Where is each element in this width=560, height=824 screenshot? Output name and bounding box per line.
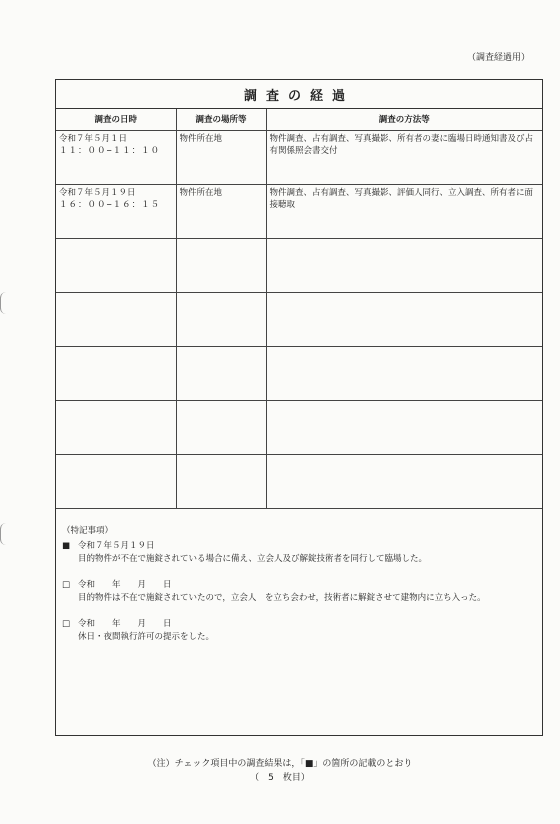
- row-time: １１：００−１１：１０: [59, 146, 161, 156]
- cell-datetime: [56, 401, 176, 455]
- note-date: 令和７年５月１９日: [78, 541, 155, 551]
- table-row: [56, 131, 542, 185]
- header-method: 調査の方法等: [266, 109, 542, 131]
- cell-method: [266, 455, 542, 509]
- corner-label: （調査経過用）: [466, 53, 530, 63]
- investigation-table: [56, 109, 542, 509]
- note-item: [62, 618, 536, 644]
- cell-datetime: [56, 131, 176, 185]
- page-number: （ 5 枚目）: [250, 773, 310, 783]
- cell-place: [176, 239, 266, 293]
- checked-box-icon[interactable]: ■: [62, 541, 71, 551]
- scan-mark-bottom: [0, 523, 9, 545]
- note-text: 目的物件は不在で施錠されていたので，立会人 を立ち会わせ，技術者に解錠させて建物内に立ち入った。: [78, 593, 486, 603]
- cell-place: [176, 347, 266, 401]
- cell-method: [266, 401, 542, 455]
- cell-datetime: [56, 455, 176, 509]
- table-row: [56, 401, 542, 455]
- note-text: 目的物件が不在で施錠されている場合に備え、立会人及び解錠技術者を同行して臨場した。: [78, 554, 428, 564]
- cell-place: 物件所在地: [176, 185, 266, 239]
- header-place: 調査の場所等: [176, 109, 266, 131]
- note-text: 休日・夜間執行許可の提示をした。: [78, 632, 215, 642]
- cell-method: [266, 347, 542, 401]
- header-datetime: 調査の日時: [56, 109, 176, 131]
- cell-datetime: [56, 347, 176, 401]
- table-header-row: [56, 109, 542, 131]
- cell-place: 物件所在地: [176, 131, 266, 185]
- cell-place: [176, 401, 266, 455]
- row-date: 令和７年５月１日: [59, 134, 128, 144]
- table-row: [56, 455, 542, 509]
- special-notes: [56, 509, 542, 644]
- row-time: １６：００−１６：１５: [59, 200, 161, 210]
- cell-place: [176, 455, 266, 509]
- footer-note: （注）チェック項目中の調査結果は，「■」の箇所の記載のとおり: [147, 759, 413, 769]
- table-row: [56, 293, 542, 347]
- table-row: [56, 347, 542, 401]
- form-frame: [55, 79, 543, 736]
- cell-place: [176, 293, 266, 347]
- form-title: 調査の経過: [56, 80, 542, 109]
- scan-mark-top: [0, 292, 9, 314]
- note-item: [62, 579, 536, 605]
- note-date: 令和 年 月 日: [78, 619, 172, 629]
- footer: [0, 757, 560, 785]
- notes-heading: （特記事項）: [62, 526, 114, 536]
- cell-method: [266, 239, 542, 293]
- cell-method: 物件調査、占有調査、写真撮影、所有者の妻に臨場日時通知書及び占有関係照会書交付: [266, 131, 542, 185]
- row-date: 令和７年５月１９日: [59, 188, 136, 198]
- cell-datetime: [56, 239, 176, 293]
- cell-method: [266, 293, 542, 347]
- table-row: [56, 185, 542, 239]
- note-date: 令和 年 月 日: [78, 580, 172, 590]
- cell-method: 物件調査、占有調査、写真撮影、評価人同行、立入調査、所有者に面接聴取: [266, 185, 542, 239]
- table-row: [56, 239, 542, 293]
- unchecked-box-icon[interactable]: □: [62, 619, 71, 629]
- unchecked-box-icon[interactable]: □: [62, 580, 71, 590]
- note-item: [62, 540, 536, 566]
- cell-datetime: [56, 293, 176, 347]
- cell-datetime: [56, 185, 176, 239]
